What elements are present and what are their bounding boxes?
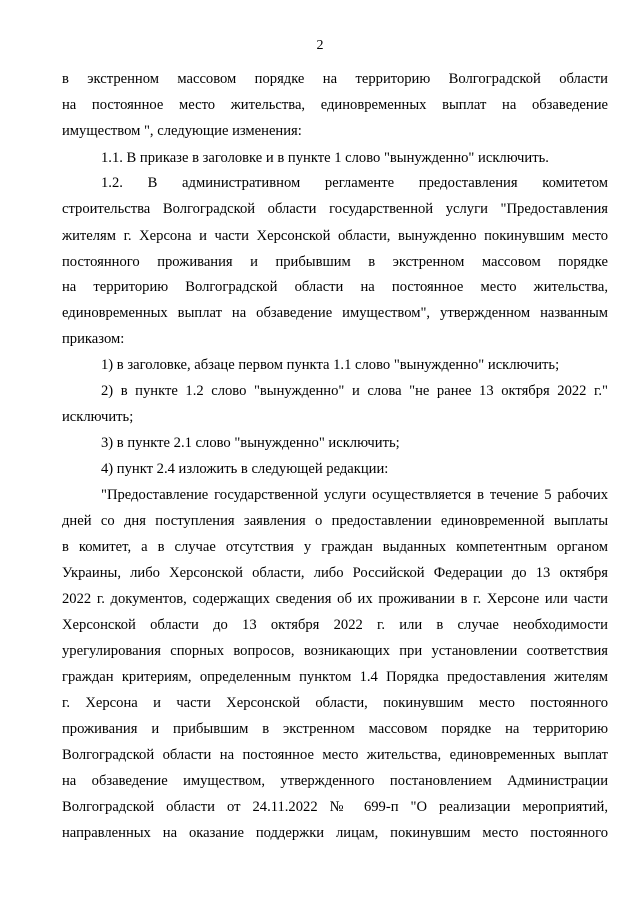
text-line: на постоянное место жительства, единовременных выплат на обзаведение: [62, 97, 608, 113]
text-line: единовременных выплат на обзаведение имуществом", утвержденном названным: [62, 305, 608, 321]
text-line: на территорию Волгоградской области на постоянное место жительства,: [62, 279, 608, 295]
text-line: на обзаведение имуществом, утвержденного постановлением Администрации: [62, 773, 608, 789]
text-line: дней со дня поступления заявления о предоставлении единовременной выплаты: [62, 513, 608, 529]
text-line: 3) в пункте 2.1 слово "вынужденно" исключить;: [101, 435, 400, 451]
text-line: Волгоградской области от 24.11.2022 № 699-п "О реализации мероприятий,: [62, 799, 608, 815]
text-line: имуществом ", следующие изменения:: [62, 123, 302, 139]
text-line: проживания и прибывшим в экстренном массовом порядке на территорию: [62, 721, 608, 737]
text-line: 4) пункт 2.4 изложить в следующей редакции:: [101, 461, 389, 477]
text-line: строительства Волгоградской области государственной услуги "Предоставления: [62, 201, 608, 217]
text-line: 1) в заголовке, абзаце первом пункта 1.1 слово "вынужденно" исключить;: [101, 357, 560, 373]
text-line: в комитет, а в случае отсутствия у граждан выданных компетентным органом: [62, 539, 608, 555]
text-line: граждан критериям, определенным пунктом 1.4 Порядка предоставления жителям: [62, 669, 608, 685]
text-line: постоянного проживания и прибывшим в экстренном массовом порядке: [62, 254, 608, 270]
text-line: приказом:: [62, 331, 125, 347]
text-line: Украины, либо Херсонской области, либо Российской Федерации до 13 октября: [62, 565, 608, 581]
text-line: "Предоставление государственной услуги осуществляется в течение 5 рабочих: [101, 487, 608, 503]
text-line: Херсонской области до 13 октября 2022 г. или в случае необходимости: [62, 617, 608, 633]
text-line: 2022 г. документов, содержащих сведения об их проживании в г. Херсоне или части: [62, 591, 608, 607]
text-line: жителям г. Херсона и части Херсонской области, вынужденно покинувшим место: [62, 228, 608, 244]
text-line: в экстренном массовом порядке на территорию Волгоградской области: [62, 71, 608, 87]
text-line: урегулирования спорных вопросов, возникающих при установлении соответствия: [62, 643, 608, 659]
text-line: 2) в пункте 1.2 слово "вынужденно" и слова "не ранее 13 октября 2022 г.": [101, 383, 608, 399]
text-line: г. Херсона и части Херсонской области, покинувшим место постоянного: [62, 695, 608, 711]
text-line: 1.1. В приказе в заголовке и в пункте 1 слово "вынужденно" исключить.: [101, 150, 549, 166]
text-line: направленных на оказание поддержки лицам, покинувшим место постоянного: [62, 825, 608, 841]
text-line: исключить;: [62, 409, 134, 425]
page-number: 2: [316, 38, 324, 53]
text-line: Волгоградской области на постоянное место жительства, единовременных выплат: [62, 747, 608, 763]
text-line: 1.2. В административном регламенте предоставления комитетом: [101, 175, 608, 191]
